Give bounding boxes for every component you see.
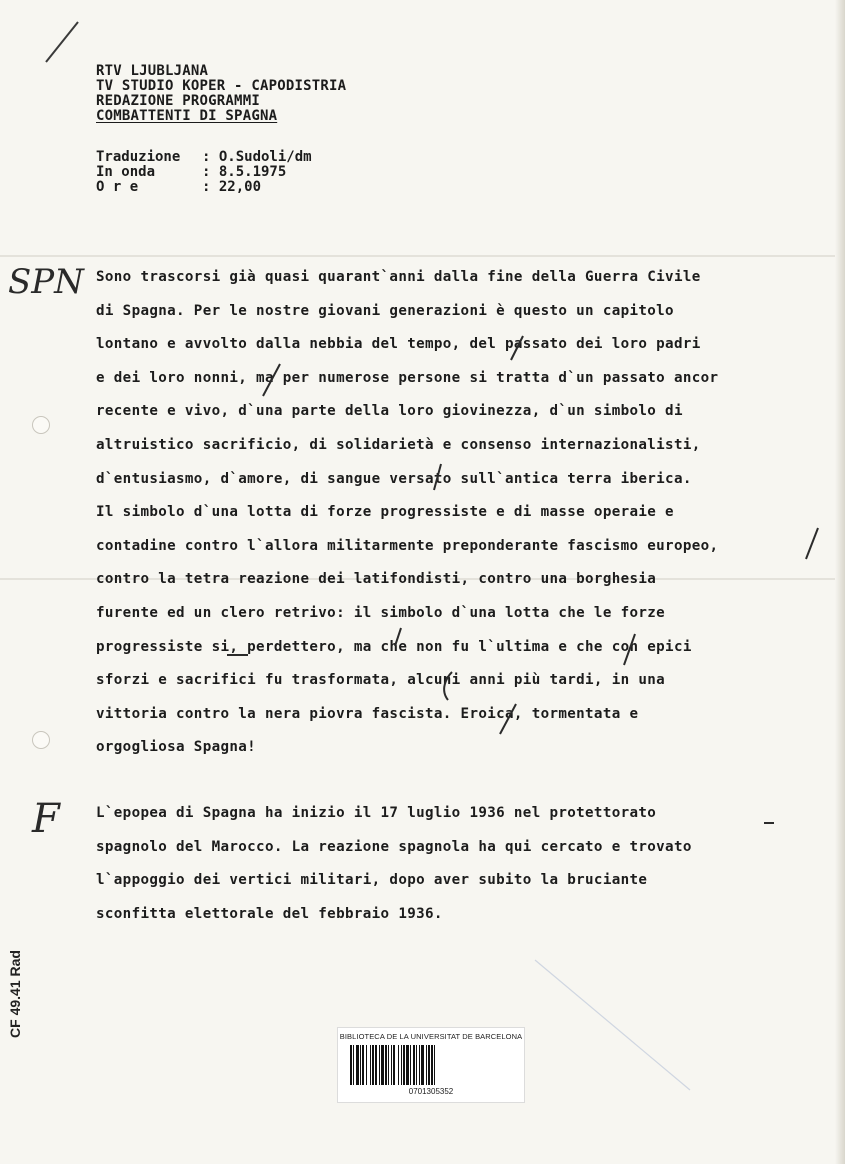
text-line: recente e vivo, d`una parte della loro giovinezza, d`un simbolo di: [96, 403, 683, 420]
barcode-bar: [370, 1045, 371, 1085]
barcode-bar: [393, 1045, 395, 1085]
barcode-bar: [381, 1045, 384, 1085]
barcode-bar: [398, 1045, 399, 1085]
barcode-bar: [428, 1045, 430, 1085]
barcode-title: BIBLIOTECA DE LA UNIVERSITAT DE BARCELONA: [339, 1032, 523, 1041]
barcode-bar: [356, 1045, 359, 1085]
barcode-bar: [353, 1045, 354, 1085]
text-line: sforzi e sacrifici fu trasformata, alcuni anni più tardi, in una: [96, 672, 666, 689]
meta-value: : 8.5.1975: [202, 164, 287, 180]
barcode-bar: [401, 1045, 402, 1085]
barcode-bar: [410, 1045, 411, 1085]
text-line: altruistico sacrificio, di solidarietà e consenso internazionalisti,: [96, 436, 701, 453]
text-line: spagnolo del Marocco. La reazione spagnola ha qui cercato e trovato: [96, 838, 692, 855]
org-line-3: REDAZIONE PROGRAMMI: [96, 93, 260, 109]
org-line-2: TV STUDIO KOPER - CAPODISTRIA: [96, 78, 347, 94]
barcode-bar: [419, 1045, 420, 1085]
text-line: sconfitta elettorale del febbraio 1936.: [96, 905, 443, 922]
barcode-bar: [362, 1045, 364, 1085]
meta-label: Traduzione: [96, 149, 181, 165]
text-line: d`entusiasmo, d`amore, di sangue versato sull`antica terra iberica.: [96, 470, 692, 487]
program-title: COMBATTENTI DI SPAGNA: [96, 108, 278, 124]
text-line: L`epopea di Spagna ha inizio il 17 luglio 1936 nel protettorato: [96, 805, 657, 821]
meta-value: : O.Sudoli/dm: [202, 149, 312, 165]
barcode-bar: [406, 1045, 409, 1085]
org-line-1: RTV LJUBLJANA: [96, 63, 209, 79]
barcode-bar: [391, 1045, 392, 1085]
library-call-number: [0, 940, 30, 1048]
barcode-bar: [366, 1045, 367, 1085]
library-barcode-label: [337, 1027, 525, 1103]
barcode-bar: [403, 1045, 405, 1085]
meta-label: In onda: [96, 164, 156, 180]
barcode-number: 0701305352: [408, 1087, 454, 1096]
handwritten-margin-note: SPN: [8, 262, 84, 302]
barcode-bar: [385, 1045, 387, 1085]
barcode-bar: [350, 1045, 352, 1085]
text-line: contro la tetra reazione dei latifondisti, contro una borghesia: [96, 571, 657, 588]
text-line: contadine contro l`allora militarmente preponderante fascismo europeo,: [96, 537, 719, 554]
text-line: lontano e avvolto dalla nebbia del tempo, del passato dei loro padri: [96, 336, 701, 353]
text-line: e dei loro nonni, ma per numerose persone si tratta d`un passato ancor: [96, 369, 719, 386]
text-line: Sono trascorsi già quasi quarant`anni dalla fine della Guerra Civile: [96, 269, 701, 285]
barcode-bar: [379, 1045, 380, 1085]
barcode-bar: [416, 1045, 417, 1085]
barcode-bars: [350, 1045, 512, 1085]
handwritten-margin-note: F: [32, 796, 60, 842]
text-line: di Spagna. Per le nostre giovani generazioni è questo un capitolo: [96, 302, 674, 319]
barcode-bar: [413, 1045, 415, 1085]
meta-label: O r e: [96, 179, 139, 195]
text-line: progressiste si, perdettero, ma che non fu l`ultima e che con epici: [96, 638, 692, 655]
barcode-bar: [372, 1045, 374, 1085]
barcode-bar: [388, 1045, 389, 1085]
meta-value: : 22,00: [202, 179, 262, 195]
barcode-bar: [375, 1045, 377, 1085]
barcode-bar: [434, 1045, 435, 1085]
barcode-bar: [421, 1045, 424, 1085]
barcode-bar: [426, 1045, 427, 1085]
text-line: vittoria contro la nera piovra fascista. Eroica, tormentata e: [96, 705, 639, 722]
barcode-bar: [360, 1045, 361, 1085]
text-line: furente ed un clero retrivo: il simbolo d`una lotta che le forze: [96, 604, 666, 621]
text-line: l`appoggio dei vertici militari, dopo aver subito la bruciante: [96, 872, 648, 889]
barcode-bar: [431, 1045, 433, 1085]
text-line: Il simbolo d`una lotta di forze progressiste e di masse operaie e: [96, 504, 674, 521]
text-line: orgogliosa Spagna!: [96, 739, 257, 756]
call-number-text: CF 49.41 Rad: [7, 950, 23, 1038]
